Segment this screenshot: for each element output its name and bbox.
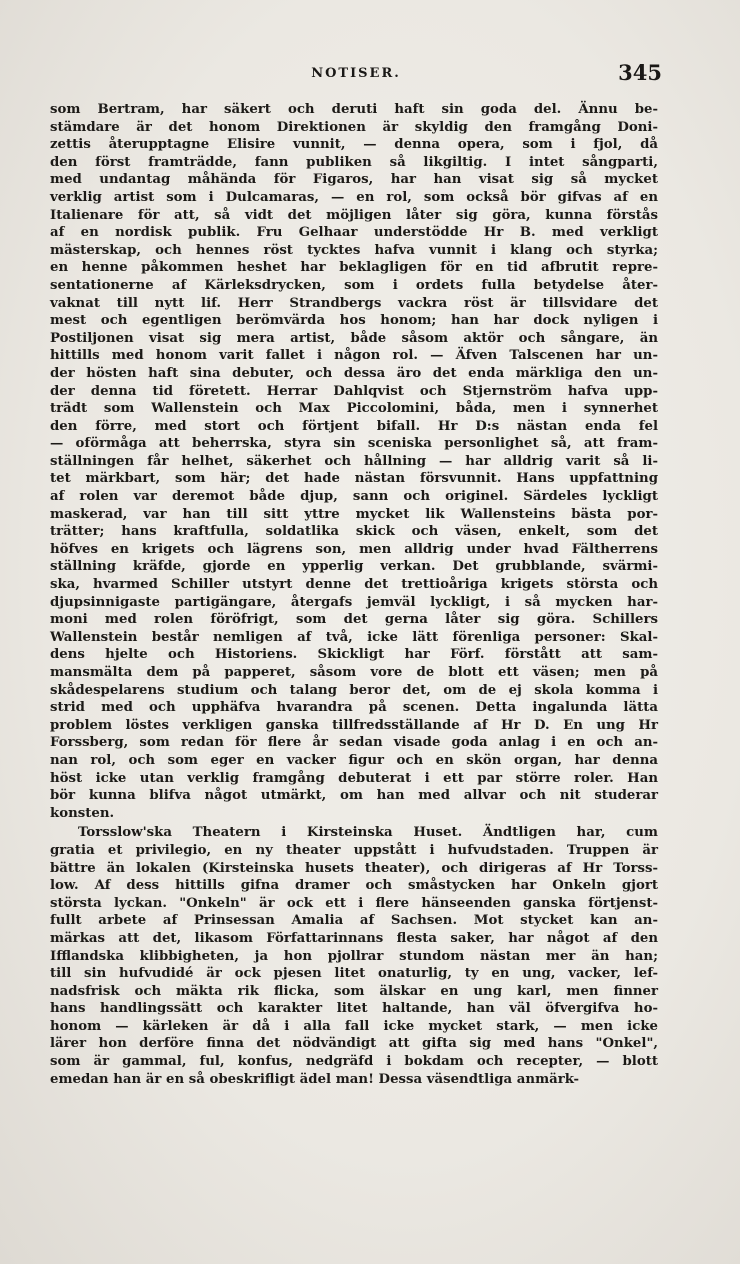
text-line: mästerskap, och hennes röst tycktes hafva vunnit i klang och styrka; bbox=[50, 242, 658, 258]
text-line: en henne påkommen heshet har beklagligen för en tid afbrutit repre- bbox=[50, 260, 658, 276]
text-line: fullt arbete af Prinsessan Amalia af Sachsen. Mot stycket kan an- bbox=[50, 913, 658, 929]
text-line: den först framträdde, fann publiken så likgiltig. I intet sångparti, bbox=[50, 154, 658, 170]
text-line: strid med och upphäfva hvarandra på scenen. Detta ingalunda lätta bbox=[50, 700, 658, 716]
text-line: sentationerne af Kärleksdrycken, som i ordets fulla betydelse åter- bbox=[50, 277, 658, 293]
text-line: märkas att det, likasom Författarinnans flesta saker, har något af den bbox=[50, 930, 658, 946]
text-line: ska, hvarmed Schiller utstyrt denne det trettioåriga krigets största och bbox=[50, 577, 658, 593]
text-line: Italienare för att, så vidt det möjligen låter sig göra, kunna förstås bbox=[50, 207, 658, 223]
text-line: höst icke utan verklig framgång debuterat i ett par större roler. Han bbox=[50, 770, 658, 786]
text-line: lärer hon derföre finna det nödvändigt att gifta sig med hans "Onkel", bbox=[50, 1036, 658, 1052]
text-line: der hösten haft sina debuter, och dessa äro det enda märkliga den un- bbox=[50, 365, 658, 381]
page-header bbox=[50, 60, 662, 88]
text-line: problem löstes verkligen ganska tillfredsställande af Hr D. En ung Hr bbox=[50, 717, 658, 733]
text-line: mest och egentligen berömvärda hos honom; han har dock nyligen i bbox=[50, 313, 658, 329]
text-line: maskerad, var han till sitt yttre mycket lik Wallensteins bästa por- bbox=[50, 506, 658, 522]
text-line: Forssberg, som redan för flere år sedan visade goda anlag i en och an- bbox=[50, 735, 658, 751]
text-line: hittills med honom varit fallet i någon rol. — Äfven Talscenen har un- bbox=[50, 348, 658, 364]
text-line: dens hjelte och Historiens. Skickligt har Förf. förstått att sam- bbox=[50, 647, 658, 663]
text-line: nan rol, och som eger en vacker figur och en skön organ, har denna bbox=[50, 752, 658, 768]
text-line: trätter; hans kraftfulla, soldatlika skick och väsen, enkelt, som det bbox=[50, 524, 658, 540]
text-line: Postiljonen visat sig mera artist, både såsom aktör och sångare, än bbox=[50, 330, 658, 346]
text-line: mansmälta dem på papperet, såsom vore de blott ett väsen; men på bbox=[50, 665, 658, 680]
text-line: der denna tid företett. Herrar Dahlqvist och Stjernström hafva upp- bbox=[50, 383, 658, 399]
text-line: trädt som Wallenstein och Max Piccolomini, båda, men i synnerhet bbox=[50, 401, 658, 417]
text-line: Wallenstein består nemligen af två, icke lätt förenliga personer: Skal- bbox=[50, 629, 658, 645]
text-line: ställningen får helhet, säkerhet och hållning — har alldrig varit så li- bbox=[50, 453, 658, 469]
text-line: bör kunna blifva något utmärkt, om han med allvar och nit studerar bbox=[50, 788, 658, 804]
paragraph bbox=[50, 824, 658, 1088]
text-line: honom — kärleken är då i alla fall icke mycket stark, — men icke bbox=[50, 1018, 658, 1034]
text-line: — oförmåga att beherrska, styra sin sceniska personlighet så, att fram- bbox=[50, 436, 658, 452]
text-line: skådespelarens studium och talang beror det, om de ej skola komma i bbox=[50, 682, 658, 698]
text-line: zettis återupptagne Elisire vunnit, — denna opera, som i fjol, då bbox=[50, 137, 658, 153]
paragraph bbox=[50, 101, 658, 822]
text-line: Ifflandska klibbigheten, ja hon pjollrar stundom nästan mer än han; bbox=[50, 948, 658, 964]
text-line: bättre än lokalen (Kirsteinska husets theater), och dirigeras af Hr Torss- bbox=[50, 860, 658, 876]
page-number: 345 bbox=[618, 60, 662, 85]
text-line: höfves en krigets och lägrens son, men alldrig under hvad Fältherrens bbox=[50, 541, 658, 557]
text-line: tet märkbart, som här; det hade nästan försvunnit. Hans uppfattning bbox=[50, 471, 658, 487]
text-line: nadsfrisk och mäkta rik flicka, som älskar en ung karl, men finner bbox=[50, 983, 658, 999]
text-line: som är gammal, ful, konfus, nedgräfd i bokdam och recepter, — blott bbox=[50, 1054, 658, 1070]
text-line: verklig artist som i Dulcamaras, — en rol, som också bör gifvas af en bbox=[50, 189, 658, 205]
text-line: emedan han är en så obeskrifligt ädel man! Dessa väsendtliga anmärk- bbox=[50, 1071, 579, 1087]
text-line: hans handlingssätt och karakter litet haltande, han väl öfvergifva ho- bbox=[50, 1001, 658, 1017]
text-line: af rolen var deremot både djup, sann och originel. Särdeles lyckligt bbox=[50, 489, 658, 505]
text-line: low. Af dess hittills gifna dramer och småstycken har Onkeln gjort bbox=[50, 878, 658, 894]
text-line: af en nordisk publik. Fru Gelhaar understödde Hr B. med verkligt bbox=[50, 225, 658, 241]
running-head: NOTISER. bbox=[311, 66, 401, 81]
text-line: vaknat till nytt lif. Herr Strandbergs vackra röst är tillsvidare det bbox=[50, 295, 658, 311]
text-line: stämdare är det honom Direktionen är skyldig den framgång Doni- bbox=[50, 119, 658, 135]
text-line: moni med rolen föröfrigt, som det gerna låter sig göra. Schillers bbox=[50, 612, 658, 628]
text-line: största lyckan. "Onkeln" är ock ett i flere hänseenden ganska förtjenst- bbox=[50, 895, 658, 911]
text-line: som Bertram, har säkert och deruti haft sin goda del. Ännu be- bbox=[50, 102, 658, 117]
text-line: konsten. bbox=[50, 805, 115, 821]
text-line: djupsinnigaste partigängare, återgafs jemväl lyckligt, i så mycken har- bbox=[50, 594, 658, 610]
text-line: Torsslow'ska Theatern i Kirsteinska Huset. Ändtligen har, cum bbox=[78, 825, 658, 841]
text-line: den förre, med stort och förtjent bifall. Hr D:s nästan enda fel bbox=[50, 418, 658, 434]
text-line: ställning kräfde, gjorde en ypperlig verkan. Det grubblande, svärmi- bbox=[50, 559, 658, 575]
text-line: gratia et privilegio, en ny theater uppstått i hufvudstaden. Truppen är bbox=[50, 842, 658, 858]
text-line: till sin hufvudidé är ock pjesen litet onaturlig, ty en ung, vacker, lef- bbox=[50, 966, 658, 982]
body-text bbox=[50, 101, 658, 1088]
text-line: med undantag måhända för Figaros, har han visat sig så mycket bbox=[50, 172, 658, 188]
